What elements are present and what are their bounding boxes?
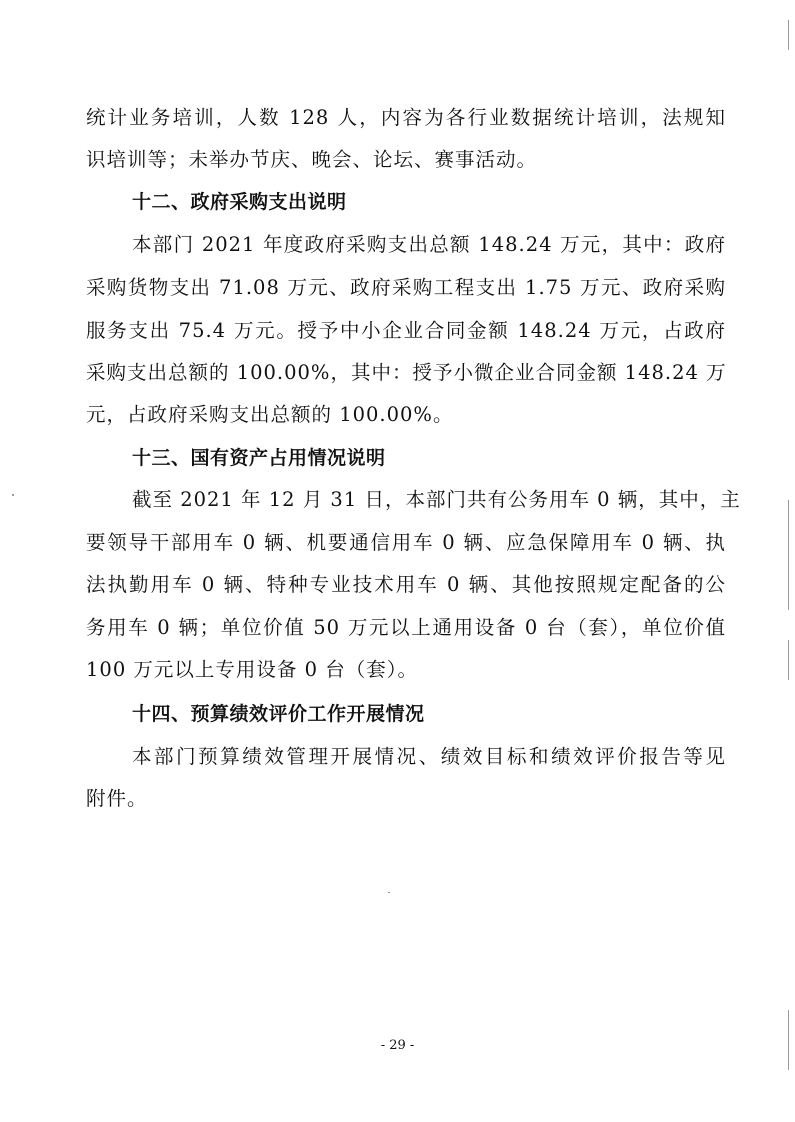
- scan-edge-mark: [788, 640, 789, 680]
- scan-speck: [12, 494, 14, 496]
- paragraph-line: 元，占政府采购支出总额的 100.00%。: [86, 403, 454, 426]
- section-heading-13: 十三、国有资产占用情况说明: [132, 447, 386, 469]
- paragraph-line: 采购支出总额的 100.00%，其中：授予小微企业合同金额 148.24 万: [86, 361, 727, 384]
- paragraph-line: 100 万元以上专用设备 0 台（套）。: [86, 658, 418, 681]
- paragraph-line: 附件。: [86, 787, 148, 810]
- paragraph-line: 采购货物支出 71.08 万元、政府采购工程支出 1.75 万元、政府采购: [86, 276, 726, 299]
- paragraph-line: 本部门预算绩效管理开展情况、绩效目标和绩效评价报告等见: [132, 745, 726, 768]
- paragraph-line: 法执勤用车 0 辆、特种专业技术用车 0 辆、其他按照规定配备的公: [86, 573, 726, 596]
- paragraph-line: 识培训等；未举办节庆、晚会、论坛、赛事活动。: [86, 148, 538, 171]
- scan-edge-mark: [788, 1010, 789, 1070]
- paragraph-line: 要领导干部用车 0 辆、机要通信用车 0 辆、应急保障用车 0 辆、执: [86, 531, 726, 554]
- section-heading-14: 十四、预算绩效评价工作开展情况: [132, 703, 425, 725]
- paragraph-line: 统计业务培训，人数 128 人，内容为各行业数据统计培训，法规知: [86, 106, 726, 129]
- scan-edge-mark: [788, 500, 789, 610]
- paragraph-line: 务用车 0 辆；单位价值 50 万元以上通用设备 0 台（套），单位价值: [86, 616, 726, 639]
- page-number: - 29 -: [380, 1038, 415, 1053]
- paragraph-line: 服务支出 75.4 万元。授予中小企业合同金额 148.24 万元，占政府: [86, 319, 726, 342]
- paragraph-line: 本部门 2021 年度政府采购支出总额 148.24 万元，其中：政府: [132, 233, 726, 256]
- scan-speck: [388, 892, 390, 893]
- section-heading-12: 十二、政府采购支出说明: [132, 191, 347, 213]
- scan-edge-mark: [788, 20, 789, 50]
- paragraph-line: 截至 2021 年 12 月 31 日，本部门共有公务用车 0 辆，其中，主: [132, 488, 741, 511]
